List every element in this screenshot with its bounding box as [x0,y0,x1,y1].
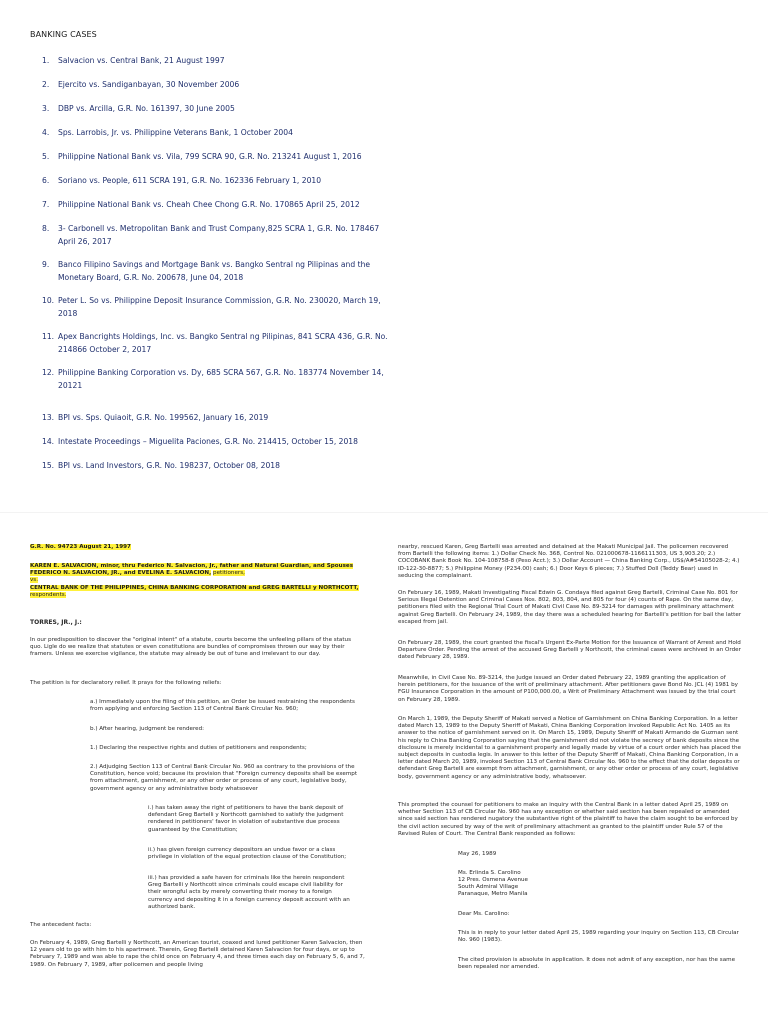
letter-salutation: Dear Ms. Carolino: [458,911,510,917]
relief-item: b.) After hearing, judgment be rendered: [90,726,205,732]
relief-item: a.) Immediately upon the filing of this petition, an Order be issued restraining the respondents from applying and enforcing Section 113 of Central Bank Circular No. 960; [90,699,355,713]
letter-address-line: Paranaque, Metro Manila [458,891,528,897]
relief-item: 2.) Adjudging Section 113 of Central Bank Circular No. 960 as contrary to the provisions of the Constitution, hence void; because its provision that "Foreign currency deposits shall be exempt from attachment, garnishment, or any other order or process of any court, legislative body, government agency or any administrative body whatsoever [90,764,358,792]
document-heading: BANKING CASES [30,30,97,39]
paragraph: This is in reply to your letter dated April 25, 1989 regarding your inquiry on Section 113, CB Circular No. 960 (1983). [458,930,739,944]
letter-address-line: 12 Pres. Osmena Avenue [458,877,529,883]
paragraph: The petition is for declaratory relief. It prays for the following reliefs: [30,680,222,686]
letter-address-line: Ms. Erlinda S. Carolino [458,870,521,876]
paragraph: The antecedent facts: [30,922,92,928]
letter-date: May 26, 1989 [458,851,497,857]
ponente: TORRES, JR., J.: [30,619,82,626]
relief-subitem: ii.) has given foreign currency depositors an undue favor or a class privilege in violation of the equal protection clause of the Constitution; [148,847,347,861]
paragraph: On February 4, 1989, Greg Bartelli y Northcott, an American tourist, coaxed and lured petitioner Karen Salvacion, then 12 years old to go with him to his apartment. Therein, Greg Bartelli detained Karen Salvacion for four days, or up to February 7, 1989 and was able to rape the child once on February 4, and three times each day on February 5, 6, and 7, 1989. On February 7, 1989, after policemen and people living [30,940,365,968]
page-divider [0,512,768,513]
letter-address-line: South Admiral Village [458,884,519,890]
paragraph: On March 1, 1989, the Deputy Sheriff of Makati served a Notice of Garnishment on China Banking Corporation. In a letter dated March 13, 1989 to the Deputy Sheriff of Makati, China Banking Corporation invoked Republic Act No. 1405 as its answer to the notice of garnishment served on it. On March 15, 1989, Deputy Sheriff of Makati Armando de Guzman sent his reply to China Banking Corporation saying that the garnishment did not violate the secrecy of bank deposits since the disclosure is merely incidental to a garnishment properly and legally made by virtue of a court order which has placed the subject deposits in custodia legis. In answer to this letter of the Deputy Sheriff of Makati, China Banking Corporation, in a letter dated March 20, 1989, invoked Section 113 of Central Bank Circular No. 960 to the effect that the dollar deposits or defendant Greg Bartelli are exempt from attachment, garnishment, or any other order or process of any court, legislative body, government agency or any administrative body, whatsoever. [398,716,741,780]
paragraph: On February 16, 1989, Makati Investigating Fiscal Edwin G. Condaya filed against Greg Bartelli, Criminal Case No. 801 for Serious Illegal Detention and Criminal Cases Nos. 802, 803, 804, and 805 for four (4) counts of Rape. On the same day, petitioners filed with the Regional Trial Court of Makati Civil Case No. 89-3214 for damages with preliminary attachment against Greg Bartelli. On February 24, 1989, the day there was a scheduled hearing for Bartelli's petition for bail the latter escaped from jail. [398,590,742,625]
paragraph: This prompted the counsel for petitioners to make an inquiry with the Central Bank in a letter dated April 25, 1989 on whether Section 113 of CB Circular No. 960 has any exception or whether said section has been repealed or amended since said section has rendered nugatory the substantive right of the plaintiff to have the claim sought to be enforced by the civil action secured by way of the writ of preliminary attachment as granted to the plaintiff under Rule 57 of the Revised Rules of Court. The Central Bank responded as follows: [398,802,738,837]
paragraph: In our predisposition to discover the "original intent" of a statute, courts become the unfeeling pillars of the status quo. Ligle do we realize that statutes or even constitutions are bundles of compromises thrown our way by their framers. Unless we exercise vigilance, the statute may already be out of tune and irrelevant to our day. [30,637,351,658]
relief-item: 1.) Declaring the respective rights and duties of petitioners and respondents; [90,745,307,751]
paragraph: On February 28, 1989, the court granted the fiscal's Urgent Ex-Parte Motion for the Issuance of Warrant of Arrest and Hold Departure Order. Pending the arrest of the accused Greg Bartelli y Northcott, the criminal cases were archived in an Order dated February 28, 1989. [398,640,741,661]
paragraph: The cited provision is absolute in application. It does not admit of any exception, nor has the same been repealed nor amended. [458,957,736,971]
paragraph: Meanwhile, in Civil Case No. 89-3214, the Judge issued an Order dated February 22, 1989 granting the application of herein petitioners, for the issuance of the writ of preliminary attachment. After petitioners gave Bond No. JCL (4) 1981 by FGU Insurance Corporation in the amount of P100,000.00, a Writ of Preliminary Attachment was issued by the trial court on February 28, 1989. [398,675,738,703]
paragraph: nearby, rescued Karen, Greg Bartelli was arrested and detained at the Makati Municipal Jail. The policemen recovered from Bartelli the following items: 1.) Dollar Check No. 368, Control No. 021000678-1166111303, US 3,903.20; 2.) COCOBANK Bank Book No. 104-108758-8 (Peso Acct.); 3.) Dollar Account — China Banking Corp., US$/A#54105028-2; 4.) ID-122-30-8877; 5.) Philippine Money (P234.00) cash; 6.) Door Keys 6 pieces; 7.) Stuffed Doll (Teddy Bear) used in seducing the complainant. [398,544,740,579]
case-number: G.R. No. 94723 August 21, 1997 [30,544,131,550]
relief-subitem: i.) has taken away the right of petitioners to have the bank deposit of defendant Greg Bartelli y Northcott garnished to satisfy the judgment rendered in petitioners' favor in violation of substantive due process guaranteed by the Constitution; [148,805,344,833]
petitioners-caption: KAREN E. SALVACION, minor, thru Federico N. Salvacion, Jr., father and Natural Guardian, and Spouses FEDERICO N. SALVACION, JR., and EVELINA E. SALVACION, petitioners, vs. CENTRAL BANK OF THE PHILIPPINES, CHINA BANKING CORPORATION and GREG BARTELLI y NORTHCOTT, respondents. [30,563,359,598]
relief-subitem: iii.) has provided a safe haven for criminals like the herein respondent Greg Bartelli y Northcott since criminals could escape civil liability for their wrongful acts by merely converting their money to a foreign currency and depositing it in a foreign currency deposit account with an authorized bank. [148,875,350,910]
page-one: BANKING CASES 1. Salvacion vs. Central Bank, 21 August 1997 2. Ejercito vs. Sandiganbayan, 30 November 2006 3. DBP vs. Arcilla, G.R. No. 161397, 30 June 2005 4. Sps. Larrobis, Jr. vs. Philippine Veterans Bank, 1 October 2004 5. Philippine National Bank vs. Vila, 799 SCRA 90, G.R. No. 213241 August 1, 2016 6. Soriano vs. People, 611 SCRA 191, G.R. No. 162336 February 1, 2010 7. Philippine National Bank vs. Cheah Chee Chong G.R. No. 170865 April 25, 2012 8. 3- Carbonell vs. Metropolitan Bank and Trust Company,825 SCRA 1, G.R. No. 178467 April 26, 2017 9. Banco Filipino Savings and Mortgage Bank vs. Bangko Sentral ng Pilipinas and the Monetary Board, G.R. No. 200678, June 04, 2018 10. Peter L. So vs. Philippine Deposit Insurance Commission, G.R. No. 230020, March 19, 2018 11. Apex Bancrights Holdings, Inc. vs. Bangko Sentral ng Pilipinas, 841 SCRA 436, G.R. No. 214866 October 2, 2017 12. Philippine Banking Corporation vs. Dy, 685 SCRA 567, G.R. No. 183774 November 14, 20121 13. BPI vs. Sps. Quiaoit, G.R. No. 199562, January 16, 2019 14. Intestate Proceedings – Miguelita Paciones, G.R. No. 214415, October 15, 2018 15. BPI vs. Land Investors, G.R. No. 198237, October 08, 2018 [30,30,388,470]
